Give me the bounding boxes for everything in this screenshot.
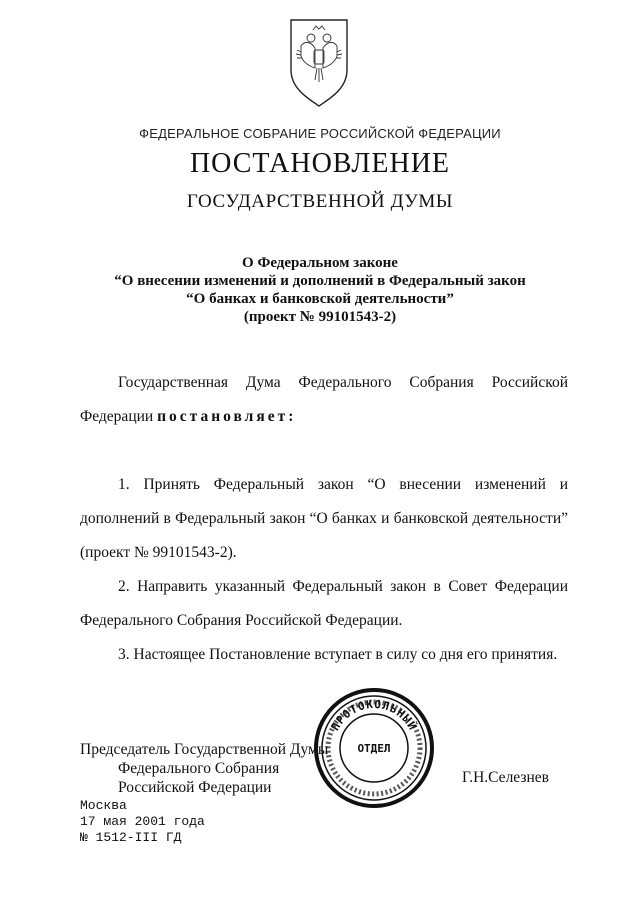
footer-number: № 1512-III ГД bbox=[80, 830, 182, 845]
organization-heading: ФЕДЕРАЛЬНОЕ СОБРАНИЕ РОССИЙСКОЙ ФЕДЕРАЦИИ bbox=[139, 126, 501, 141]
stamp-center-text: ОТДЕЛ bbox=[357, 742, 391, 755]
subject-line: О Федеральном законе bbox=[242, 255, 398, 271]
clause-2: 2. Направить указанный Федеральный закон в Совет Федерации Федерального Собрания Российской Федерации. bbox=[80, 578, 568, 629]
document-footer bbox=[80, 798, 205, 846]
coat-of-arms-emblem bbox=[287, 16, 351, 108]
decree-word: постановляет: bbox=[157, 408, 297, 425]
official-stamp bbox=[312, 686, 436, 810]
subject-line: “О банках и банковской деятельности” bbox=[186, 291, 454, 307]
footer-city: Москва bbox=[80, 798, 127, 813]
clause-3: 3. Настоящее Постановление вступает в силу со дня его принятия. bbox=[118, 646, 558, 663]
subject-line: “О внесении изменений и дополнений в Федеральный закон bbox=[114, 273, 526, 289]
preamble-paragraph bbox=[80, 366, 568, 434]
document-title: ПОСТАНОВЛЕНИЕ bbox=[189, 148, 451, 179]
preamble-text: Государственная Дума Федерального Собрания Российской Федерации bbox=[80, 374, 568, 425]
footer-date: 17 мая 2001 года bbox=[80, 814, 205, 829]
clause-1: 1. Принять Федеральный закон “О внесении изменений и дополнений в Федеральный закон “О банках и банковской деятельности” (проект № 99101543-2). bbox=[80, 476, 568, 561]
subject-block bbox=[0, 254, 640, 326]
signatory-name: Г.Н.Селезнев bbox=[462, 769, 549, 786]
signatory-title-line: Федерального Собрания bbox=[118, 760, 280, 777]
signatory-title-line: Российской Федерации bbox=[118, 779, 272, 796]
document-subtitle: ГОСУДАРСТВЕННОЙ ДУМЫ bbox=[186, 191, 454, 212]
signatory-title-line: Председатель Государственной Думы bbox=[80, 741, 329, 758]
stamp-ring-text: ПРОТОКОЛЬНЫЙ bbox=[328, 697, 420, 733]
signatory-title bbox=[80, 740, 328, 797]
subject-line: (проект № 99101543-2) bbox=[243, 309, 397, 325]
